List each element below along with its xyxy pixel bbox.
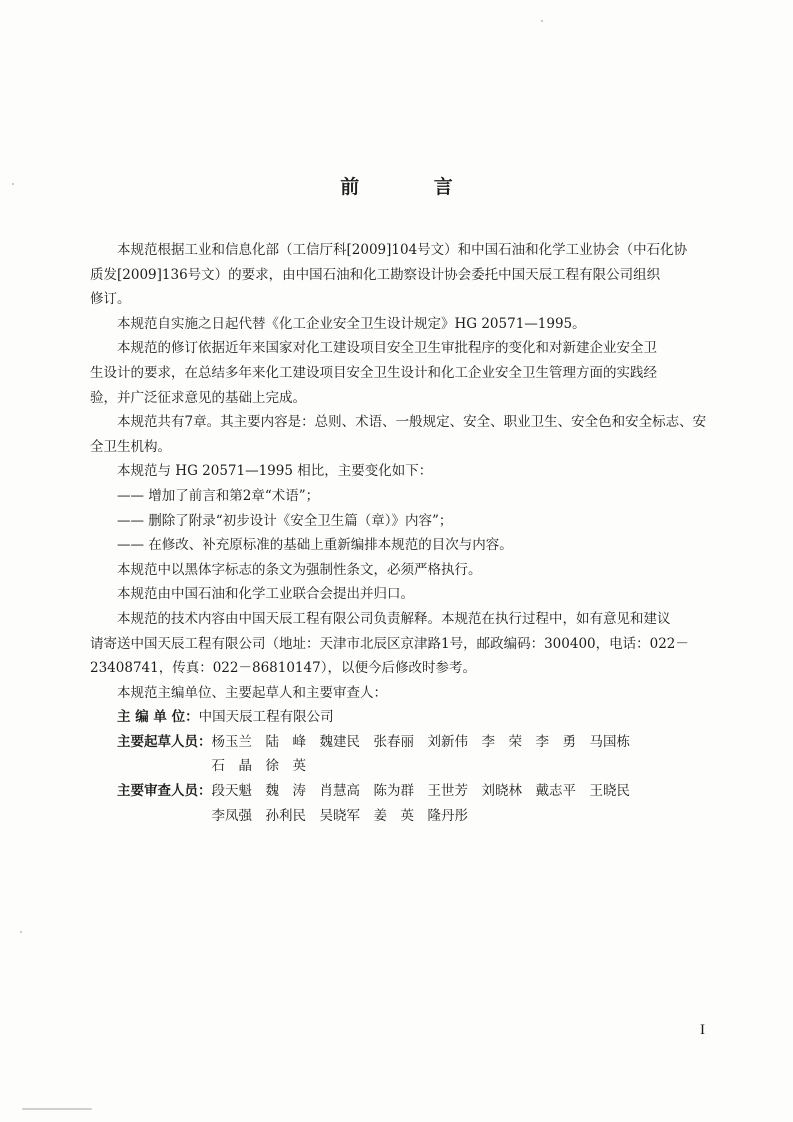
paragraph-line: 本规范由中国石油和化学工业联合会提出并归口。 — [117, 586, 414, 603]
role-names — [199, 705, 722, 730]
paragraph-line: 本规范根据工业和信息化部（工信厅科[2009]104号文）和中国石油和化学工业协会（中石化协 — [117, 242, 688, 258]
paragraph-line: 本规范中以黑体字标志的条文为强制性条文，必须严格执行。 — [117, 561, 482, 578]
scan-speck — [22, 1108, 92, 1110]
paragraph-line: 本规范与 HG 20571—1995 相比，主要变化如下： — [117, 463, 433, 480]
role-label: 主 编 单 位： — [117, 709, 199, 726]
paragraph-line: —— 在修改、补充原标准的基础上重新编排本规范的目次与内容。 — [117, 537, 513, 554]
paragraph-line: 验，并广泛征求意见的基础上完成。 — [90, 389, 306, 406]
main-reviewers — [117, 779, 722, 828]
names-line: 杨玉兰 陆 峰 魏建民 张春丽 刘新伟 李 荣 李 勇 马国栋 — [211, 733, 630, 750]
paragraph-line: 本规范共有7章。其主要内容是：总则、术语、一般规定、安全、职业卫生、安全色和安全标志、安 — [117, 414, 707, 431]
paragraph-line: 请寄送中国天辰工程有限公司（地址：天津市北辰区京津路1号，邮政编码：300400，电话：022－ — [90, 635, 689, 652]
page-number: I — [700, 1022, 705, 1038]
role-names — [212, 779, 723, 828]
names-line: 中国天辰工程有限公司 — [198, 709, 334, 726]
paragraph-line: 修订。 — [90, 291, 131, 308]
paragraph-line: 本规范的修订依据近年来国家对化工建设项目安全卫生审批程序的变化和对新建企业安全卫 — [117, 340, 657, 357]
role-label: 主要起草人员： — [117, 733, 212, 750]
paragraph — [117, 681, 722, 706]
paragraph — [117, 312, 722, 337]
paragraph — [90, 336, 722, 410]
paragraph-line: 23408741，传真：022－86810147），以便今后修改时参考。 — [90, 660, 476, 677]
scan-speck — [12, 183, 14, 185]
role-names — [212, 730, 723, 779]
paragraph-line: 生设计的要求，在总结多年来化工建设项目安全卫生设计和化工企业安全卫生管理方面的实践经 — [90, 364, 657, 381]
paragraph-line: 本规范自实施之日起代替《化工企业安全卫生设计规定》HG 20571—1995。 — [117, 315, 586, 332]
paragraph — [117, 459, 722, 484]
names-line: 石 晶 徐 英 — [211, 758, 306, 775]
paragraph — [90, 607, 722, 681]
paragraph-line: 本规范的技术内容由中国天辰工程有限公司负责解释。本规范在执行过程中，如有意见和建议 — [117, 610, 671, 627]
paragraph-line: 全卫生机构。 — [90, 438, 171, 455]
role-label: 主要审查人员： — [117, 783, 212, 800]
paragraph-line: —— 增加了前言和第2章“术语”； — [117, 487, 320, 504]
list-item — [117, 484, 722, 509]
list-item — [117, 509, 722, 534]
paragraph — [90, 238, 722, 312]
scan-speck — [541, 20, 543, 22]
preface-body — [90, 238, 722, 828]
chief-editor-unit — [117, 705, 722, 730]
names-line: 李凤强 孙利民 吴晓军 姜 英 隆丹彤 — [211, 807, 468, 824]
list-item — [117, 533, 722, 558]
paragraph — [90, 410, 722, 459]
paragraph-line: —— 删除了附录“初步设计《安全卫生篇（章）》内容”； — [117, 512, 453, 529]
scan-speck — [20, 931, 22, 933]
paragraph — [117, 558, 722, 583]
names-line: 段天魁 魏 涛 肖慧高 陈为群 王世芳 刘晓林 戴志平 王晓民 — [211, 783, 630, 800]
paragraph-line: 本规范主编单位、主要起草人和主要审查人： — [117, 684, 387, 701]
main-drafters — [117, 730, 722, 779]
page-title: 前 言 — [340, 176, 487, 198]
paragraph — [117, 582, 722, 607]
paragraph-line: 质发[2009]136号文）的要求，由中国石油和化工勘察设计协会委托中国天辰工程有限公司组织 — [90, 266, 661, 283]
